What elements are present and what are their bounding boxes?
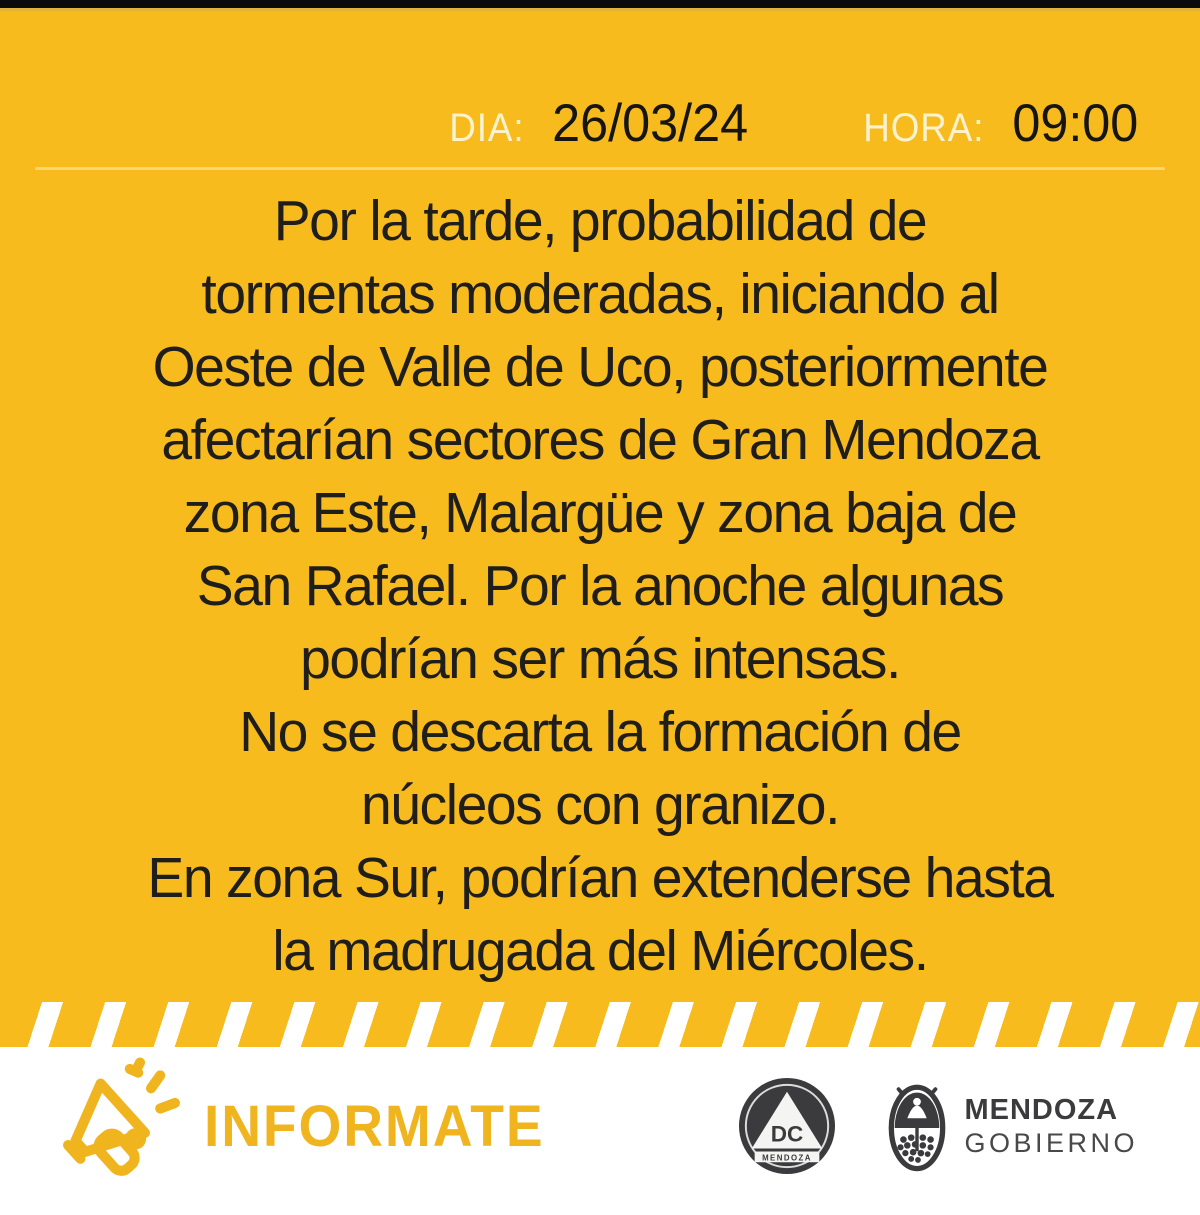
hora-value: 09:00 [1012,94,1139,153]
mendoza-gobierno-logo [886,1075,1138,1177]
informate-label: INFORMATE [204,1093,545,1159]
message-line: San Rafael. Por la anoche algunas [196,554,1004,618]
dia-label: DIA: [448,106,525,150]
message-line: podrían ser más intensas. [300,627,900,691]
message-line: En zona Sur, podrían extenderse hasta [147,846,1053,910]
message-line: núcleos con granizo. [360,773,840,837]
mendoza-shield-icon [886,1075,948,1177]
footer-bar [0,1047,1200,1215]
diagonal-stripes-divider [0,1002,1200,1047]
message-line: zona Este, Malargüe y zona baja de [183,481,1017,545]
megaphone-icon [48,1057,186,1195]
hora-label: HORA: [862,106,985,150]
dia-value: 26/03/24 [552,94,749,153]
footer-logos [738,1075,1138,1177]
dc-logo-subtitle: MENDOZA [762,1153,813,1163]
message-line: afectarían sectores de Gran Mendoza [161,408,1039,472]
datetime-header [0,93,1200,154]
message-line: No se descarta la formación de [239,700,961,764]
top-black-bar [0,0,1200,8]
dc-mendoza-logo [738,1077,836,1175]
message-line: tormentas moderadas, iniciando al [201,262,999,326]
gov-logo-title: MENDOZA [964,1093,1119,1126]
gov-logo-text [964,1093,1138,1158]
alert-message [18,185,1182,988]
message-line: Oeste de Valle de Uco, posteriormente [152,335,1048,399]
alert-yellow-panel [0,11,1200,1002]
gov-logo-subtitle: GOBIERNO [964,1127,1138,1158]
message-line: la madrugada del Miércoles. [272,919,928,983]
message-line: Por la tarde, probabilidad de [273,189,927,253]
informate-group [48,1057,562,1195]
dc-logo-initials: DC [771,1121,804,1147]
header-divider-line [35,167,1165,170]
